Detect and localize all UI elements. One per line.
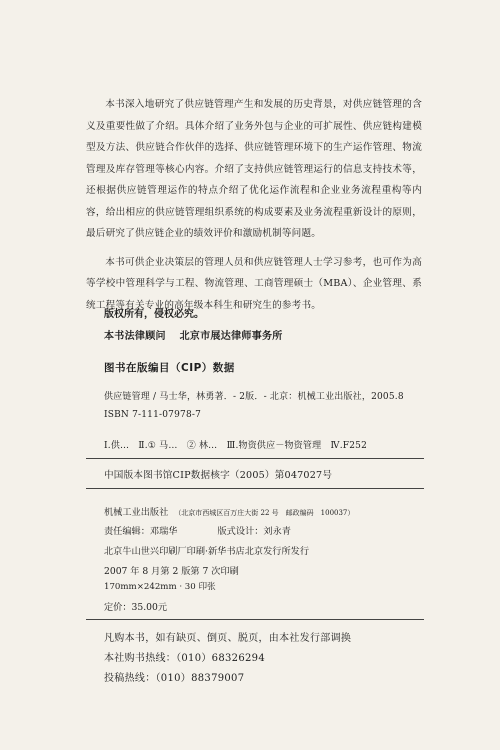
defect-notice: 凡购本书，如有缺页、倒页、脱页，由本社发行部调换 bbox=[104, 633, 352, 644]
cip-library-number: 中国版本图书馆CIP数据核字（2005）第047027号 bbox=[104, 470, 333, 481]
divider-line bbox=[86, 488, 424, 489]
legal-advisor-line bbox=[104, 327, 293, 342]
book-introduction bbox=[86, 94, 422, 323]
responsible-editor: 责任编辑：邓瑞华 bbox=[104, 526, 178, 537]
legal-advisor-label: 本书法律顾问 bbox=[104, 331, 166, 342]
order-hotline: 本社购书热线：（010）68326294 bbox=[104, 653, 265, 664]
edition-line: 2007 年 8 月第 2 版第 7 次印刷 bbox=[104, 566, 239, 577]
publisher-line bbox=[104, 504, 354, 518]
copyright-notice: 版权所有，侵权必究。 bbox=[104, 309, 204, 320]
cip-title-line: 供应链管理 / 马士华，林勇著．- 2版．- 北京：机械工业出版社，2005.8 bbox=[104, 392, 404, 402]
price-line: 定价：35.00元 bbox=[104, 602, 168, 613]
divider-line bbox=[86, 458, 424, 459]
intro-paragraph-1: 本书深入地研究了供应链管理产生和发展的历史背景，对供应链管理的含义及重要性做了介绍。具体介绍了业务外包与企业的可扩展性、供应链构建模型及方法、供应链合作伙伴的选择、供应链管理环境下的生产运作管理、物流管理及库存管理等核心内容。介绍了支持供应链管理运行的信息支持技术等，还根据供应链管理运作的特点介绍了优化运作流程和企业业务流程重构等内容，给出相应的供应链管理组织系统的构成要素及业务流程重新设计的原则，最后研究了供应链企业的绩效评价和激励机制等问题。 bbox=[86, 99, 422, 239]
credits-line bbox=[104, 523, 291, 537]
intro-paragraph-2: 本书可供企业决策层的管理人员和供应链管理人士学习参考，也可作为高等学校中管理科学与工程、物流管理、工商管理硕士（MBA）、企业管理、系统工程等有关专业的高年级本科生和研究生的参考书。 bbox=[86, 256, 422, 311]
cip-classification: Ⅰ.供… Ⅱ.① 马… ② 林… Ⅲ.物资供应－物资管理 Ⅳ.F252 bbox=[104, 441, 367, 451]
cip-isbn: ISBN 7-111-07978-7 bbox=[104, 410, 202, 420]
watermark-text bbox=[300, 345, 308, 371]
legal-advisor-firm: 北京市展达律师事务所 bbox=[179, 331, 283, 342]
printer-line: 北京牛山世兴印刷厂印刷·新华书店北京发行所发行 bbox=[104, 546, 310, 557]
cip-heading: 图书在版编目（CIP）数据 bbox=[104, 362, 235, 374]
format-line: 170mm×242mm · 30 印张 bbox=[104, 582, 216, 592]
publisher-name: 机械工业出版社 bbox=[104, 507, 169, 518]
layout-designer: 版式设计：刘永青 bbox=[217, 526, 291, 537]
divider-line bbox=[86, 619, 424, 620]
publisher-address: （北京市西城区百万庄大街 22 号 邮政编码 100037） bbox=[174, 509, 355, 517]
submission-hotline: 投稿热线：（010）88379007 bbox=[104, 673, 245, 684]
